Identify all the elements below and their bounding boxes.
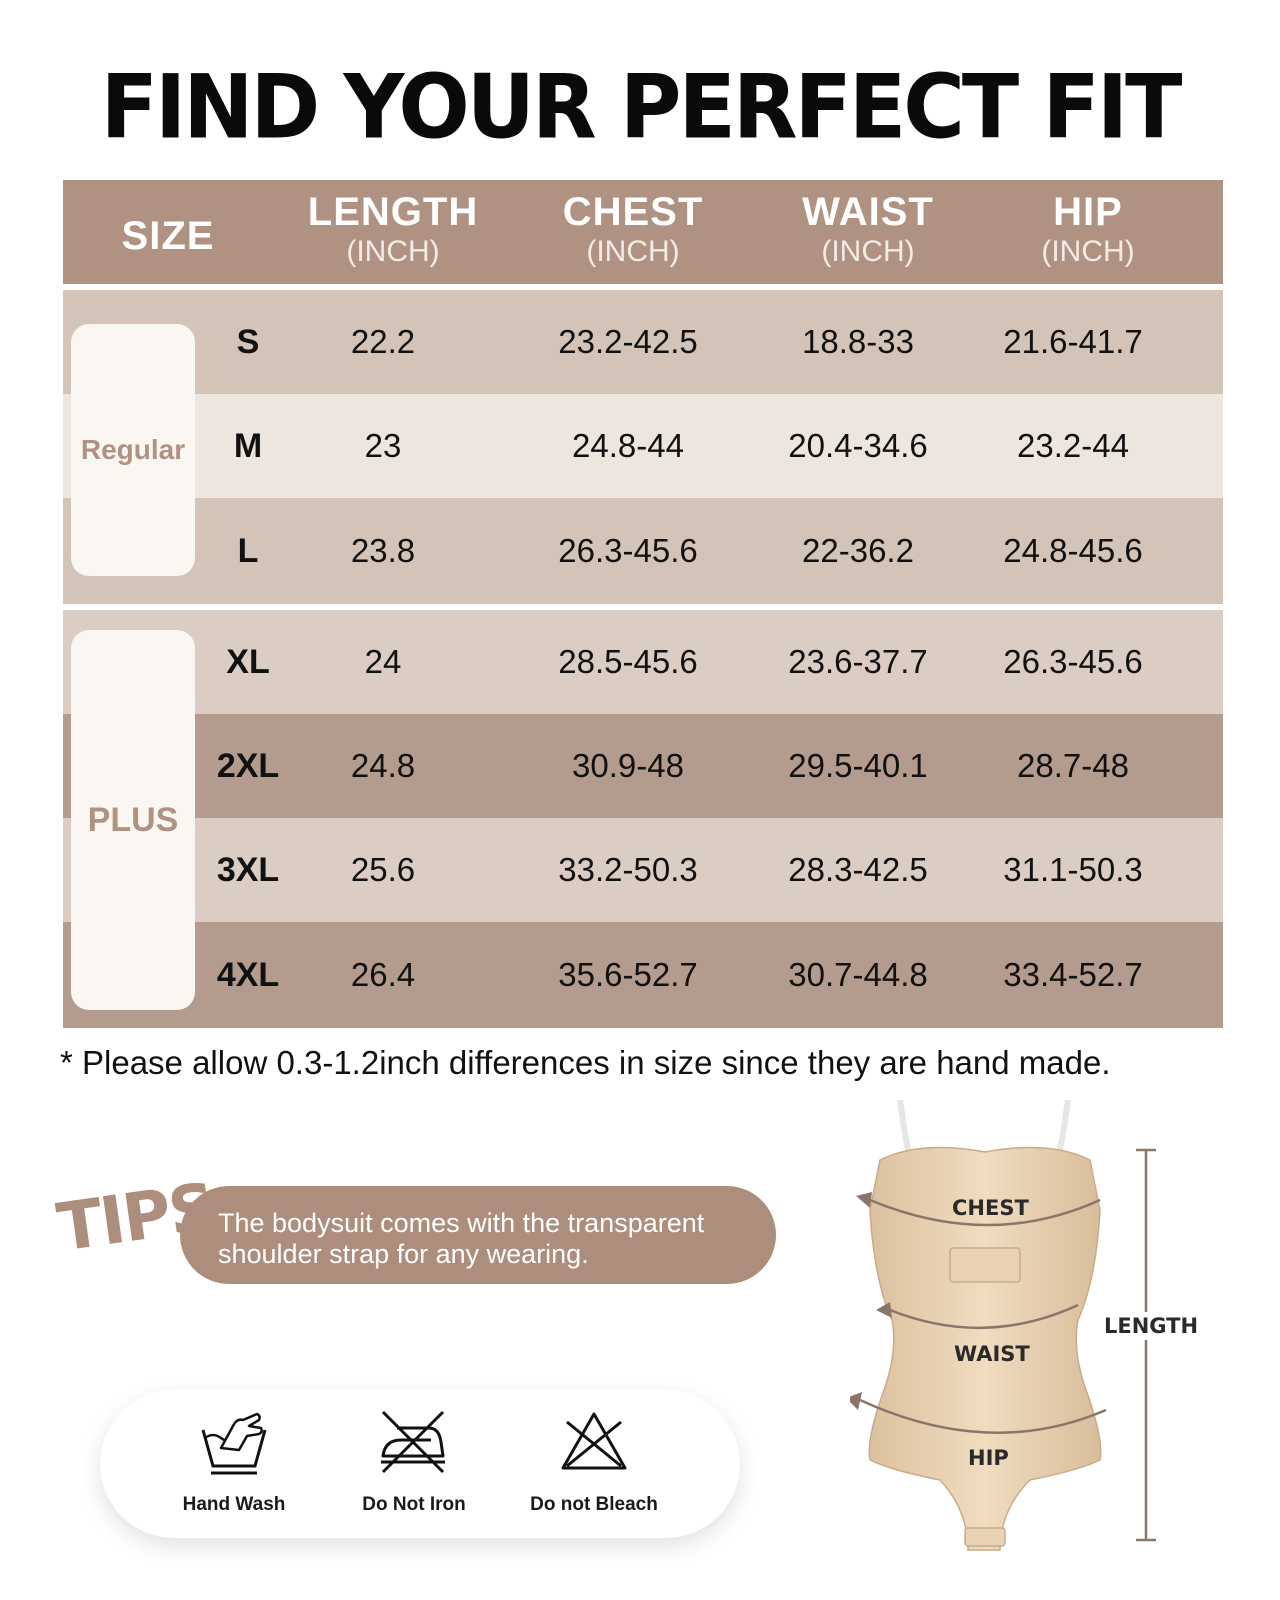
care-label: Do Not Iron xyxy=(362,1494,466,1515)
waist-cell: 30.7-44.8 xyxy=(788,956,928,993)
length-measure-label: LENGTH xyxy=(1104,1314,1199,1338)
size-cell: M xyxy=(233,426,263,465)
table-row xyxy=(63,394,1223,498)
hip-measure-label: HIP xyxy=(968,1446,1009,1470)
chest-measure-label: CHEST xyxy=(952,1196,1029,1220)
tips-label: TIPS: xyxy=(52,1165,244,1267)
waist-cell: 18.8-33 xyxy=(802,323,914,360)
header-waist-label: WAIST xyxy=(802,190,934,234)
bodysuit-measurement-figure xyxy=(850,1100,1280,1600)
tips-text xyxy=(218,1208,778,1270)
do-not-iron-icon xyxy=(379,1408,449,1478)
bodysuit-illustration xyxy=(850,1100,1280,1600)
chest-cell: 30.9-48 xyxy=(572,747,684,784)
hip-cell: 31.1-50.3 xyxy=(1003,851,1143,888)
table-row xyxy=(63,714,1223,818)
chest-cell: 26.3-45.6 xyxy=(558,532,698,569)
size-cell: XL xyxy=(226,642,270,681)
group-regular xyxy=(63,290,1223,604)
table-row xyxy=(63,498,1223,604)
group-plus xyxy=(63,610,1223,1028)
hip-cell: 23.2-44 xyxy=(1017,427,1129,464)
header-size-label: SIZE xyxy=(121,214,215,258)
size-cell: 4XL xyxy=(216,955,280,994)
hand-wash-icon xyxy=(199,1408,269,1478)
header-chest-unit: (INCH) xyxy=(586,235,680,268)
group-label-regular: Regular xyxy=(71,324,195,576)
header-chest xyxy=(513,180,753,284)
size-cell: 3XL xyxy=(216,850,280,889)
length-cell: 23.8 xyxy=(350,532,416,569)
header-hip-label: HIP xyxy=(1053,190,1123,234)
length-cell: 24.8 xyxy=(350,747,416,784)
care-do-not-iron xyxy=(324,1390,504,1538)
length-cell: 22.2 xyxy=(350,323,416,360)
care-do-not-bleach xyxy=(504,1390,684,1538)
care-label: Do not Bleach xyxy=(530,1494,658,1515)
table-header xyxy=(63,180,1223,284)
header-waist-unit: (INCH) xyxy=(821,235,915,268)
tips-text-line2: shoulder strap for any wearing. xyxy=(218,1239,589,1269)
size-cell: 2XL xyxy=(216,746,280,785)
waist-cell: 29.5-40.1 xyxy=(788,747,928,784)
chest-cell: 23.2-42.5 xyxy=(558,323,698,360)
page-title: FIND YOUR PERFECT FIT xyxy=(100,55,1180,159)
header-length-label: LENGTH xyxy=(307,190,479,234)
length-cell: 25.6 xyxy=(350,851,416,888)
hip-cell: 24.8-45.6 xyxy=(1003,532,1143,569)
header-hip-unit: (INCH) xyxy=(1041,235,1135,268)
group-label-plus: PLUS xyxy=(71,630,195,1010)
table-row xyxy=(63,290,1223,394)
header-chest-label: CHEST xyxy=(562,190,704,234)
waist-cell: 23.6-37.7 xyxy=(788,643,928,680)
length-cell: 26.4 xyxy=(350,956,416,993)
table-row xyxy=(63,922,1223,1028)
header-hip xyxy=(968,180,1208,284)
tips-text-line1: The bodysuit comes with the transparent xyxy=(218,1208,705,1238)
waist-cell: 20.4-34.6 xyxy=(788,427,928,464)
table-row xyxy=(63,818,1223,922)
header-length-unit: (INCH) xyxy=(346,235,440,268)
waist-cell: 28.3-42.5 xyxy=(788,851,928,888)
length-cell: 24 xyxy=(364,643,402,680)
size-note: * Please allow 0.3-1.2inch differences in size since they are hand made. xyxy=(60,1044,1111,1081)
size-cell: S xyxy=(236,322,260,361)
waist-measure-label: WAIST xyxy=(954,1342,1030,1366)
chest-cell: 24.8-44 xyxy=(572,427,684,464)
chest-cell: 28.5-45.6 xyxy=(558,643,698,680)
header-waist xyxy=(748,180,988,284)
hip-cell: 21.6-41.7 xyxy=(1003,323,1143,360)
chest-cell: 35.6-52.7 xyxy=(558,956,698,993)
do-not-bleach-icon xyxy=(559,1408,629,1478)
header-size xyxy=(83,180,253,284)
care-hand-wash xyxy=(144,1390,324,1538)
hip-cell: 26.3-45.6 xyxy=(1003,643,1143,680)
table-row xyxy=(63,610,1223,714)
header-length xyxy=(273,180,513,284)
care-label: Hand Wash xyxy=(182,1494,286,1515)
hip-cell: 33.4-52.7 xyxy=(1003,956,1143,993)
care-instructions xyxy=(100,1390,740,1538)
length-cell: 23 xyxy=(364,427,402,464)
chest-cell: 33.2-50.3 xyxy=(558,851,698,888)
waist-cell: 22-36.2 xyxy=(802,532,914,569)
size-cell: L xyxy=(237,531,259,570)
hip-cell: 28.7-48 xyxy=(1017,747,1129,784)
